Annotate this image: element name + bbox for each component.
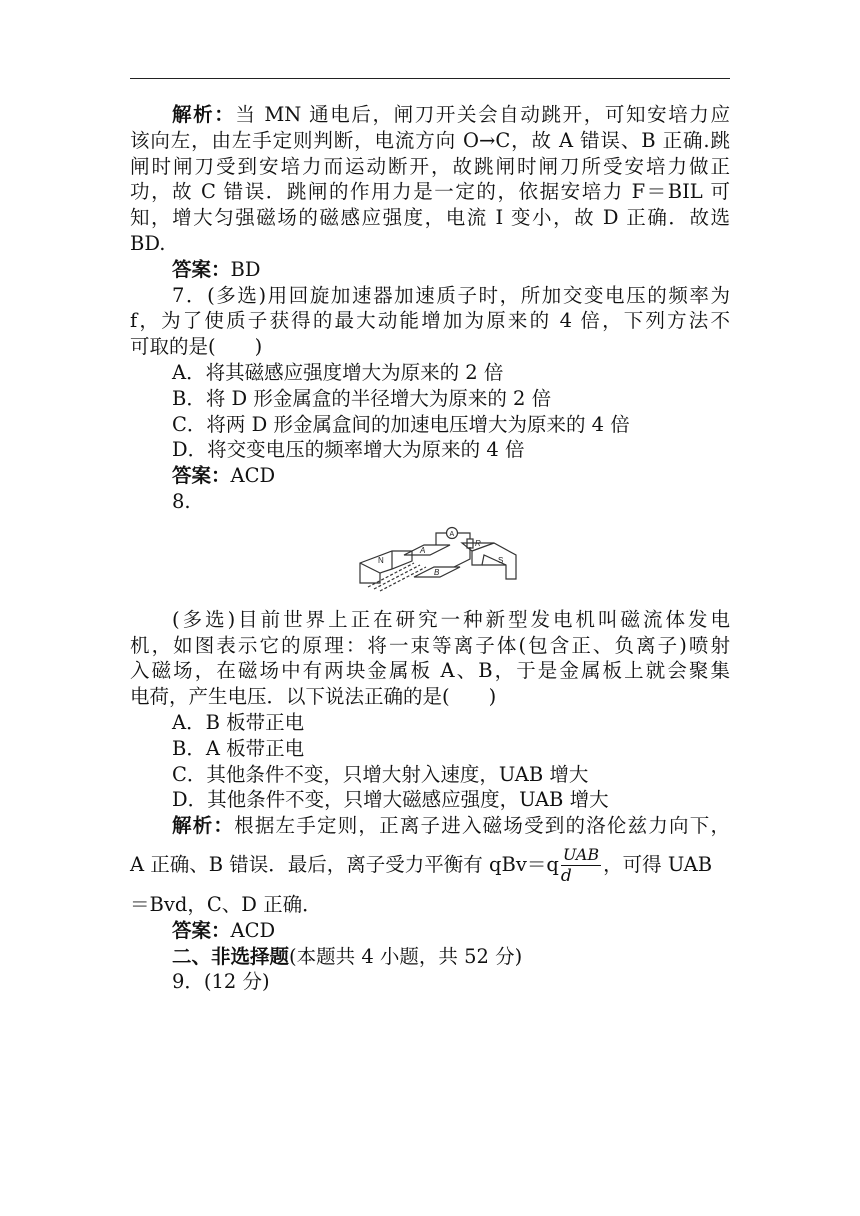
header-rule [130, 78, 730, 79]
q6-analysis-line-5: 知，增大匀强磁场的磁感应强度，电流 I 变小，故 D 正确．故选 [130, 206, 730, 230]
q6-analysis-line-4: 功，故 C 错误．跳闸的作用力是一定的，依据安培力 F＝BIL 可 [130, 180, 730, 204]
section-heading [130, 944, 730, 970]
q8-number: 8. [172, 489, 191, 513]
q8-analysis-line-3: ＝Bvd，C、D 正确． [130, 892, 322, 916]
section-title: 二、非选择题 [172, 944, 290, 968]
analysis-text: 当 MN 通电后，闸刀开关会自动跳开，可知安培力应 [235, 103, 730, 126]
section-detail: (本题共 4 小题，共 52 分) [289, 944, 523, 968]
label-b: B [434, 567, 440, 577]
analysis-label: 解析： [172, 103, 236, 126]
label-n: N [378, 555, 384, 565]
q9-heading: 9．(12 分) [172, 970, 270, 994]
answer-value: ACD [230, 918, 276, 942]
q8-option-b: B．A 板带正电 [172, 736, 305, 760]
label-r: R [475, 538, 481, 548]
analysis-text: 根据左手定则，正离子进入磁场受到的洛伦兹力向下， [234, 814, 730, 838]
fraction-uab-over-d [561, 845, 601, 886]
label-s: S [498, 555, 504, 565]
q8-stem-line-4: 电荷，产生电压．以下说法正确的是( ) [130, 685, 497, 709]
document-body [130, 102, 730, 995]
q7-option-d: D．将交变电压的频率增大为原来的 4 倍 [172, 438, 525, 462]
answer-value: ACD [230, 464, 276, 488]
q8-option-a: A．B 板带正电 [172, 710, 305, 734]
label-a: A [420, 545, 426, 555]
answer-label: 答案： [172, 257, 231, 281]
analysis-formula-tail: ，可得 UAB [603, 852, 713, 876]
q8-stem-line-2: 机，如图表示它的原理：将一束等离子体(包含正、负离子)喷射 [130, 633, 730, 657]
ammeter-icon: A [449, 530, 455, 538]
q7-stem-line-3: 可取的是( ) [130, 335, 263, 359]
q8-analysis-line-2 [130, 845, 730, 886]
q7-stem-line-2: f，为了使质子获得的最大动能增加为原来的 4 倍，下列方法不 [130, 309, 730, 333]
q7-option-b: B．将 D 形金属盒的半径增大为原来的 2 倍 [172, 386, 552, 410]
answer-value: BD [230, 257, 261, 281]
q6-analysis-line-3: 闸时闸刀受到安培力而运动断开，故跳闸时闸刀所受安培力做正 [130, 154, 730, 178]
q8-answer [130, 918, 730, 944]
q7-answer [130, 463, 730, 489]
q6-analysis-line-2: 该向左，由左手定则判断，电流方向 O→C，故 A 错误、B 正确.跳 [130, 128, 730, 152]
q8-option-c: C．其他条件不变，只增大射入速度，UAB 增大 [172, 762, 589, 786]
answer-label: 答案： [172, 464, 231, 488]
analysis-label: 解析： [172, 814, 235, 838]
q8-stem-line-1: (多选)目前世界上正在研究一种新型发电机叫磁流体发电 [172, 607, 730, 631]
q8-analysis-line-1 [130, 813, 730, 839]
q7-option-a: A．将其磁感应强度增大为原来的 2 倍 [172, 360, 504, 384]
mhd-generator-figure [354, 521, 530, 597]
q8-option-d: D．其他条件不变，只增大磁感应强度，UAB 增大 [172, 788, 609, 812]
analysis-formula-text: A 正确、B 错误．最后，离子受力平衡有 qBv＝q [130, 852, 559, 876]
fraction-numerator: UAB [562, 844, 600, 864]
q7-option-c: C．将两 D 形金属盒间的加速电压增大为原来的 4 倍 [172, 412, 630, 436]
answer-label: 答案： [172, 918, 231, 942]
q6-answer [130, 257, 730, 283]
q6-analysis-line-6: BD. [130, 231, 166, 255]
fraction-denominator: d [560, 865, 572, 886]
q7-stem-line-1: 7．(多选)用回旋加速器加速质子时，所加交变电压的频率为 [172, 283, 730, 307]
q8-stem-line-3: 入磁场，在磁场中有两块金属板 A、B，于是金属板上就会聚集 [130, 659, 730, 683]
q6-analysis-line-1 [130, 102, 730, 128]
